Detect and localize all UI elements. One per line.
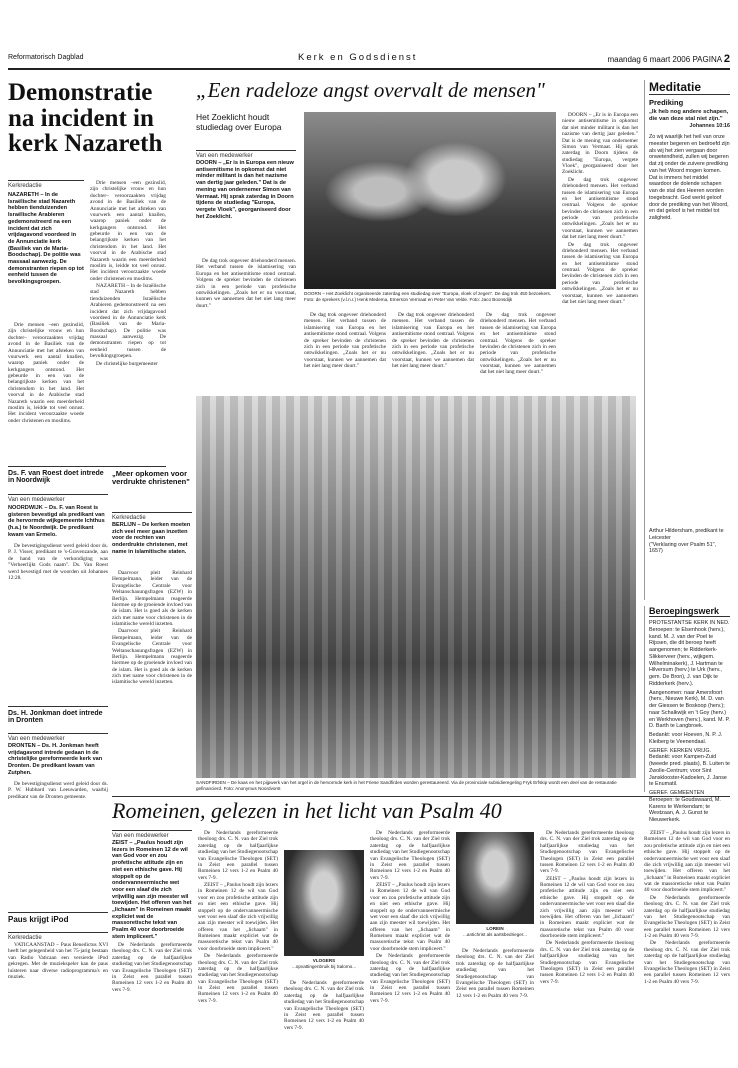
roest-headline: Ds. F. van Roest doet intrede in Noordwijk: [8, 470, 104, 485]
beroeping-item: PROTESTANTSE KERK IN NED. Beroepen: te Elsenhook (herv.), kand. M. J. van der Poel te Rijssen, die dit beroep heeft aangenomen; te Ridderkerk-Slikkerveer (herv., wijkgem. Wilhelminakerk), J. Hartman te Hilversum (herv.) te Urk (herv., gem. De Bron), J. van Dijk te Ridderkerk (herv.).: [649, 620, 730, 687]
beroeping-item: Aangenomen: naar Amersfoort (herv., Nieuwe Kerk), M. D. van der Giessen te Boskoop (herv.); naar Schalkwijk en 't Goy (herv.) en Werkhoven (herv.), kand. M. P. D. Barth te Langbroek.: [649, 689, 730, 730]
jonkman-intro: DRONTEN – Ds. H. Jonkman heeft vrijdagavond intrede gedaan in de christelijke gereformeerde kerk van Dronten. De predikant kwam van Zutphen.: [8, 743, 103, 776]
psalm-body-col3: De Nederlands gereformeerde theoloog drs. C. N. van der Ziel trok zaterdag op de halfjaarlijkse studiedag van het Studiegenootschap van Evangelische Theologen (SET) in Zeist een parallel tussen Romeinen 12 vers 1-2 en Psalm 40 vers 7-9.: [284, 980, 364, 1031]
meditatie-ref: Johannes 10:16: [689, 123, 730, 130]
meditatie-quote: „Ik heb nog andere schapen, die van deze stal niet zijn.": [649, 109, 729, 123]
feature-headline-box: [196, 80, 636, 108]
jonkman-body: De bevestigingsdienst werd geleid door ds. P. W. Hubbard van Leeuwarden, waarbij predikant van de Dronten gemeente.: [8, 781, 108, 800]
beroeping-item: GEREF. KERKEN VRIJG. Bedankt: voor Kampen-Zuid (tweede pred. plaats), B. Luiten te Zwolle-Centrum; voor Sint Jansklooster-Kadoelen, J. Janse te Enumatil.: [649, 747, 730, 788]
lorein-caption: LOREIN ...antichrist als aartsbedrieger...: [463, 926, 527, 937]
lorein-portrait-photo: [456, 832, 534, 924]
roest-body: De bevestigingsdienst werd geleid door ds. P. J. Visser, predikant te 's-Gravenzande, aan de hand van de verkondiging was "Verheerlijkt Gods naam". Ds. Van Roest werd bevestigd met de woorden uit Johannes 12:28.: [8, 543, 108, 581]
beroepingswerk-title: Beroepingswerk: [649, 606, 730, 617]
feature-body-col3: De dag trok ongeveer driehonderd mensen. Het verband tussen de islamisering van Europa en het antisemitisme stond centraal. Volgens de spreker bevinden de christenen zich in een periode van profetische ontwikkelingen. „Zoals het er nu voorstaat, kunnen we aannemen dat het niet lang meer duurt.": [392, 312, 474, 369]
psalm-body-col6: De Nederlands gereformeerde theoloog drs. C. N. van der Ziel trok zaterdag op de halfjaarlijkse studiedag van het Studiegenootschap van Evangelische Theologen (SET) in Zeist een parallel tussen Romeinen 12 vers 1-2 en Psalm 40 vers 7-9. ZEIST – „Paulus houdt zijn lezers in Romeinen 12 de wil van God voor en zou profetische attitude zijn en niet een ethische gave. Hij stoppelt op de ondervanneermische wet voor een slaaf die zich vrijwillig aan zijn meester wil toewijden. Het offeren van het „lichaam" in Romeinen maakt expliciet wat de massoretische tekst van Psalm 40 voor doorbroeide stem impliceert." De Nederlands gereformeerde theoloog drs. C. N. van der Ziel trok zaterdag op de halfjaarlijkse studiedag van het Studiegenootschap van Evangelische Theologen (SET) in Zeist een parallel tussen Romeinen 12 vers 1-2 en Psalm 40 vers 7-9.: [540, 830, 634, 985]
nazareth-byline: Kerkredactie: [8, 180, 84, 189]
page-number: 2: [723, 53, 730, 65]
paper-name: Reformatorisch Dagblad: [8, 54, 84, 61]
vlogers-portrait-photo: [284, 850, 364, 956]
page-info: maandag 6 maart 2006 PAGINA 2: [607, 53, 730, 65]
nazareth-headline-box: [8, 80, 166, 176]
psalm-body-col1: De Nederlands gereformeerde theoloog drs. C. N. van der Ziel trok zaterdag op de halfjaarlijkse studiedag van het Studiegenootschap van Evangelische Theologen (SET) in Zeist een parallel tussen Romeinen 12 vers 1-2 en Psalm 40 vers 7-9.: [112, 942, 192, 993]
feature-photo: [304, 112, 556, 289]
meditatie-author: Arthur Hildersham, predikant te Leicester: [649, 528, 724, 541]
psalm-body-col5: De Nederlands gereformeerde theoloog drs. C. N. van der Ziel trok zaterdag op de halfjaarlijkse studiedag van het Studiegenootschap van Evangelische Theologen (SET) in Zeist een parallel tussen Romeinen 12 vers 1-2 en Psalm 40 vers 7-9.: [456, 948, 534, 999]
opkomen-body: Daarvoor pleit Reinhard Hempelmann, leider van de Evangelische Centrale voor Weltanschauungsfragen (EZW) in Berlijn. Hempelmann reageerde hiermee op de groeiende invloed van de islam. Het is goed als de kerken zich met name voor christenen in de islamitische wereld inzetten. Daarvoor pleit Reinhard Hempelmann, leider van de Evangelische Centrale voor Weltanschauungsfragen (EZW) in Berlijn. Hempelmann reageerde hiermee op de groeiende invloed van de islam. Het is goed als de kerken zich met name voor christenen in de islamitische wereld inzetten.: [112, 570, 192, 778]
nazareth-headline: Demonstratie na incident in kerk Nazareth: [8, 79, 163, 157]
feature-body-col2: De dag trok ongeveer driehonderd mensen. Het verband tussen de islamisering van Europa en het antisemitisme stond centraal. Volgens de spreker bevinden de christenen zich in een periode van profetische ontwikkelingen. „Zoals het er nu voorstaat, kunnen we aannemen dat het niet lang meer duurt.": [304, 312, 386, 369]
opkomen-headline: „Meer opkomen voor verdrukte christenen": [112, 469, 190, 486]
masthead: [8, 48, 730, 70]
divider: [112, 796, 730, 797]
opkomen-intro: BERLIJN – De kerken moeten zich veel meer gaan inzetten voor de rechten van onderdrukte christenen, met name in islamitische staten.: [112, 522, 192, 568]
psalm-body-col4: De Nederlands gereformeerde theoloog drs. C. N. van der Ziel trok zaterdag op de halfjaarlijkse studiedag van het Studiegenootschap van Evangelische Theologen (SET) in Zeist een parallel tussen Romeinen 12 vers 1-2 en Psalm 40 vers 7-9. ZEIST – „Paulus houdt zijn lezers in Romeinen 12 de wil van God voor en zou profetische attitude zijn en niet een ethische gave. Hij stoppelt op de ondervanneermische wet voor een slaaf die zich vrijwillig aan zijn meester wil toewijden. Het offeren van het „lichaam" in Romeinen maakt expliciet wat de massoretische tekst van Psalm 40 voor doorbroeide stem impliceert." De Nederlands gereformeerde theoloog drs. C. N. van der Ziel trok zaterdag op de halfjaarlijkse studiedag van het Studiegenootschap van Evangelische Theologen (SET) in Zeist een parallel tussen Romeinen 12 vers 1-2 en Psalm 40 vers 7-9.: [370, 830, 450, 1004]
nazareth-intro: NAZARETH – In de Israëlische stad Nazareth hebben tienduizenden Israëlische Arabieren gedemonstreerd na een incident dat zich vrijdagavond voordeed in de Annunciatie kerk (Basiliek van de Maria-Boodschap). De politie was massaal aanwezig. De demonstranten riepen op tot eenheid tussen de bevolkingsgroepen.: [8, 192, 84, 286]
feature-body-col4: De dag trok ongeveer driehonderd mensen. Het verband tussen de islamisering van Europa en het antisemitisme stond centraal. Volgens de spreker bevinden de christenen zich in een periode van profetische ontwikkelingen. „Zoals het er nu voorstaat, kunnen we aannemen dat het niet lang meer duurt.": [480, 312, 556, 376]
roest-intro: NOORDWIJK – Ds. F. van Roest is gisteren bevestigd als predikant van de hervormde wijkgemeente Ichthus (h.a.) te Noordwijk. De predikant kwam van Ermelo.: [8, 505, 105, 538]
opkomen-byline: Kerkredactie: [112, 512, 192, 521]
meditatie-title: Meditatie: [649, 80, 730, 95]
meditatie-subtitle: Prediking: [649, 98, 684, 107]
nazareth-body-col2: Drie mensen –een gezinslid, zijn christelijke vrouw en hun dochter– veroorzaakten vrijdag avond in de Basiliek van de Annunciatie met het afsteken van vuurwerk een aantal knallen, waarop paniek onder de kerkgangers ontstond. Het gebeurde in een van de belangrijkste kerken van het christendom in het land. Het voorval in de Arabische stad Nazareth waarin een meerderheid moslim is, leidde tot veel onrust. Het incident veroorzaakte woede onder christenen en moslims. NAZARETH – In de Israëlische stad Nazareth hebben tienduizenden Israëlische Arabieren gedemonstreerd na een incident dat zich vrijdagavond voordeed in de Annunciatie kerk (Basiliek van de Maria-Boodschap). De politie was massaal aanwezig. De demonstranten riepen op tot eenheid tussen de bevolkingsgroepen. De christelijke burgemeester: [90, 180, 166, 367]
jonkman-article: [8, 710, 108, 730]
psalm-headline-box: [112, 800, 730, 828]
feature-byline: Van een medewerker: [196, 150, 296, 159]
roest-byline: Van een medewerker: [8, 494, 108, 503]
beroepingswerk-box: [644, 606, 730, 823]
section-title: Kerk en Godsdienst: [298, 52, 418, 63]
feature-intro: DOORN – „Er is in Europa een nieuw antisemitisme in opkomst dat niet minder militant is dan het nazisme van dertig jaar geleden." Dat is de mening van ondernemer Simon van Vermaat. Hij sprak zaterdag in Doorn tijdens de studiedag "Europa, vergete Vloek", georganiseerd door het Zoeklicht.: [196, 160, 294, 220]
divider: [8, 912, 108, 913]
meditatie-body: Zo wij waarlijk het heil van onze meester begeren en bedroefd zijn als wij het zien vergaan door onwetendheid, zullen wij begeren dat zij onder de zuivere prediking van het Woord mogen komen. Dat is immers het middel waardoor de dolende schapen van de stal des Heeren worden toegebracht. God werkt geloof door de prediking van het Woord, en dat geloof is het middel tot zaligheid.: [649, 134, 730, 222]
opkomen-article: [112, 470, 192, 510]
nazareth-body-col1: Drie mensen –een gezinslid, zijn christelijke vrouw en hun dochter– veroorzaakten vrijdag avond in de Basiliek van de Annunciatie met het afsteken van vuurwerk een aantal knallen, waarop paniek onder de kerkgangers ontstond. Het gebeurde in een van de belangrijkste kerken van het christendom in het land. Het voorval in de Arabische stad Nazareth waarin een meerderheid moslim is, leidde tot veel onrust. Het incident veroorzaakte woede onder christenen en moslims.: [8, 322, 84, 424]
divider: [8, 706, 108, 707]
feature-photo-caption: DOORN – Het Zoeklicht organiseerde zaterdag een studiedag over "Europa, vloek of zegen". De dag trok 450 bezoekers. Foto: de sprekers (v.l.n.r.) Henk Medema, Emerson Vermaat en Peter Van Velde. Foto: Jaco Boonsdijk: [304, 291, 552, 302]
jonkman-byline: Van een medewerker: [8, 733, 108, 742]
meditatie-box: [644, 80, 730, 600]
feature-headline: „Een radeloze angst overvalt de mensen": [196, 78, 545, 102]
ipod-headline: Paus krijgt iPod: [8, 915, 69, 924]
feature-photo-credit: Foto: Jaco Boonsdijk: [469, 296, 513, 302]
church-organ-photo: [196, 396, 636, 778]
psalm-intro: ZEIST – „Paulus houdt zijn lezers in Romeinen 12 de wil van God voor en zou profetische attitude zijn en niet een ethische gave. Hij stoppelt op de ondervanneermische wet voor een slaaf die zich vrijwillig aan zijn meester wil toewijden. Het offeren van het „lichaam" in Romeinen maakt expliciet wat de massoretische tekst van Psalm 40 voor doorbroeide stem impliceert.": [112, 840, 192, 940]
beroeping-item: GEREF. GEMEENTEN Beroepen: te Goudswaard, M. Karens te Werkendam; te Westzaan, A. J. Gunst te Nieuwerkerk.: [649, 790, 721, 823]
church-photo-credit: Foto: Anonymus Noordvorst: [223, 785, 281, 791]
divider: [8, 466, 166, 467]
psalm-body-col2: De Nederlands gereformeerde theoloog drs. C. N. van der Ziel trok zaterdag op de halfjaarlijkse studiedag van het Studiegenootschap van Evangelische Theologen (SET) in Zeist een parallel tussen Romeinen 12 vers 1-2 en Psalm 40 vers 7-9. ZEIST – „Paulus houdt zijn lezers in Romeinen 12 de wil van God voor en zou profetische attitude zijn en niet een ethische gave. Hij stoppelt op de ondervanneermische wet voor een slaaf die zich vrijwillig aan zijn meester wil toewijden. Het offeren van het „lichaam" in Romeinen maakt expliciet wat de massoretische tekst van Psalm 40 voor doorbroeide stem impliceert." De Nederlands gereformeerde theoloog drs. C. N. van der Ziel trok zaterdag op de halfjaarlijkse studiedag van het Studiegenootschap van Evangelische Theologen (SET) in Zeist een parallel tussen Romeinen 12 vers 1-2 en Psalm 40 vers 7-9.: [198, 830, 278, 1004]
feature-body-col1: De dag trok ongeveer driehonderd mensen. Het verband tussen de islamisering van Europa en het antisemitisme stond centraal. Volgens de spreker bevinden de christenen zich in een periode van profetische ontwikkelingen. „Zoals het er nu voorstaat, kunnen we aannemen dat het niet lang meer duurt.": [196, 258, 296, 309]
psalm-headline: Romeinen, gelezen in het licht van Psalm 40: [112, 798, 502, 823]
beroeping-item: Bedankt: voor Hoeven, N. P. J. Kleiberg te Veenendaal.: [649, 732, 723, 745]
jonkman-headline: Ds. H. Jonkman doet intrede in Dronten: [8, 710, 103, 725]
vlogers-caption: VLOGERS ...opvattingenbruik bij Salomo...: [291, 958, 357, 969]
feature-body-col5: DOORN – „Er is in Europa een nieuw antisemitisme in opkomst dat niet minder militant is dan het nazisme van dertig jaar geleden." Dat is de mening van ondernemer Simon van Vermaat. Hij sprak zaterdag in Doorn tijdens de studiedag "Europa, vergete Vloek", georganiseerd door het Zoeklicht. De dag trok ongeveer driehonderd mensen. Het verband tussen de islamisering van Europa en het antisemitisme stond centraal. Volgens de spreker bevinden de christenen zich in een periode van profetische ontwikkelingen. „Zoals het er nu voorstaat, kunnen we aannemen dat het niet lang meer duurt." De dag trok ongeveer driehonderd mensen. Het verband tussen de islamisering van Europa en het antisemitisme stond centraal. Volgens de spreker bevinden de christenen zich in een periode van profetische ontwikkelingen. „Zoals het er nu voorstaat, kunnen we aannemen dat het niet lang meer duurt.": [562, 112, 638, 305]
ipod-body: VATICAANSTAD – Paus Benedictus XVI heeft het gelegenheid van het 75-jarig bestaan van Radio Vaticaan een versierde iPod gekregen. Met de muziekspeler kan de paus luisteren naar diverse radioprogramma's en muziek.: [8, 942, 108, 980]
meditatie-source: ("Verklaring over Psalm 51", 1657): [649, 541, 717, 555]
psalm-byline: Van een medewerker: [112, 830, 192, 839]
church-photo-caption: SANDFIRDEN – De kaas en het pijpwerk van het orgel in de hervormde kerk in het Friese Sandfirden worden gerestaureerd. Via de provinciale subsidieregeling Fryk Erfskip wordt een deel van de restauratie gefinancierd. Foto: Anonymus Noordvorst: [196, 780, 617, 791]
roest-article: [8, 470, 108, 492]
ipod-byline: Kerkredactie: [8, 932, 108, 941]
feature-subhead: Het Zoeklicht houdt studiedag over Europa: [196, 112, 282, 133]
ipod-article: [8, 916, 108, 930]
psalm-body-col7: ZEIST – „Paulus houdt zijn lezers in Romeinen 12 de wil van God voor en zou profetische attitude zijn en niet een ethische gave. Hij stoppelt op de ondervanneermische wet voor een slaaf die zich vrijwillig aan zijn meester wil toewijden. Het offeren van het „lichaam" in Romeinen maakt expliciet wat de massoretische tekst van Psalm 40 voor doorbroeide stem impliceert." De Nederlands gereformeerde theoloog drs. C. N. van der Ziel trok zaterdag op de halfjaarlijkse studiedag van het Studiegenootschap van Evangelische Theologen (SET) in Zeist een parallel tussen Romeinen 12 vers 1-2 en Psalm 40 vers 7-9. De Nederlands gereformeerde theoloog drs. C. N. van der Ziel trok zaterdag op de halfjaarlijkse studiedag van het Studiegenootschap van Evangelische Theologen (SET) in Zeist een parallel tussen Romeinen 12 vers 1-2 en Psalm 40 vers 7-9.: [644, 830, 730, 985]
